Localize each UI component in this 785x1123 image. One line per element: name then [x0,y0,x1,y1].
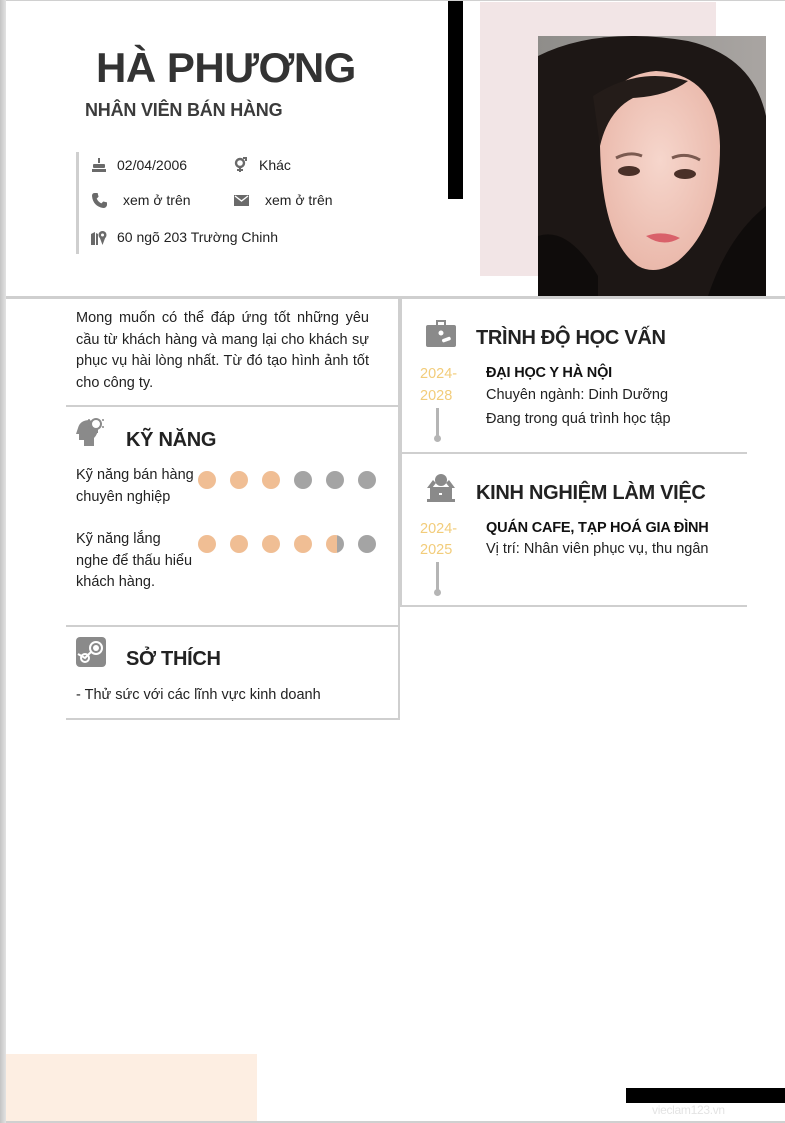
page-left-edge [0,0,6,1123]
email-value: xem ở trên [265,192,333,208]
rating-dot-filled [198,471,216,489]
rating-dot-empty [358,471,376,489]
objective-divider [66,405,399,407]
contact-info [76,152,376,254]
watermark: vieclam123.vn [652,1103,725,1117]
skill-rating [198,471,376,489]
steam-icon [76,637,106,672]
avatar [538,36,766,296]
rating-dot-filled [294,535,312,553]
contact-gender [231,156,291,174]
page-top-edge [6,0,785,1]
contact-email [231,191,333,209]
rating-dot-filled [230,471,248,489]
education-year-end: 2028 [420,388,453,404]
education-year-start: 2024- [420,366,458,382]
experience-divider [400,605,747,607]
rating-dot-empty [358,535,376,553]
timeline-line [436,562,439,592]
skills-divider [66,625,399,627]
experience-title: KINH NGHIỆM LÀM VIỆC [476,482,706,504]
contact-address [89,228,278,246]
decorative-black-bar [448,1,463,199]
birthday-cake-icon [89,156,109,174]
rating-dot-filled [198,535,216,553]
experience-year-end: 2025 [420,542,453,558]
education-major: Chuyên ngành: Dinh Dưỡng [486,387,669,403]
decorative-peach-block [6,1054,257,1121]
header-divider [6,296,785,299]
rating-dot-filled [262,471,280,489]
skill-label: Kỹ năng bán hàng chuyên nghiệp [76,467,194,505]
candidate-name: HÀ PHƯƠNG [96,44,356,91]
rating-dot-partial [326,535,344,553]
phone-value: xem ở trên [123,192,191,208]
hobby-item: - Thử sức với các lĩnh vực kinh doanh [76,687,321,703]
map-marker-icon [89,228,109,246]
decorative-black-bar [626,1088,785,1103]
contact-phone [89,191,191,209]
timeline-line [436,408,439,438]
education-title: TRÌNH ĐỘ HỌC VẤN [476,327,666,349]
education-school: ĐẠI HỌC Y HÀ NỘI [486,365,612,381]
rating-dot-filled [230,535,248,553]
timeline-dot [434,435,441,442]
skill-label: Kỹ năng lắng nghe để thấu hiểu khách hàng. [76,531,193,590]
experience-year-start: 2024- [420,521,458,537]
address-value: 60 ngõ 203 Trường Chinh [117,229,278,245]
hobbies-title: SỞ THÍCH [126,648,221,670]
skills-title: KỸ NĂNG [126,429,217,451]
birthday-value: 02/04/2006 [117,157,188,173]
career-objective: Mong muốn có thể đáp ứng tốt những yêu cầu từ khách hàng và mang lại cho khách sự phục vụ hài lòng nhất. Từ đó tạo hình ảnh tốt cho công ty. [76,310,369,391]
rating-dot-empty [326,471,344,489]
envelope-icon [231,191,251,209]
gender-icon [231,156,251,174]
contact-birthday [89,156,187,174]
rating-dot-filled [262,535,280,553]
skill-rating [198,535,376,553]
experience-position: Vị trí: Nhân viên phục vụ, thu ngân [486,541,709,557]
education-status: Đang trong quá trình học tập [486,411,671,427]
briefcase-icon [426,319,456,352]
job-title: NHÂN VIÊN BÁN HÀNG [85,100,283,120]
timeline-dot [434,589,441,596]
person-laptop-icon [425,474,457,507]
education-divider [400,452,747,454]
gender-value: Khác [259,157,291,173]
rating-dot-empty [294,471,312,489]
experience-company: QUÁN CAFE, TẠP HOÁ GIA ĐÌNH [486,520,709,536]
hobbies-divider [66,718,400,720]
head-lightbulb-icon [76,416,106,451]
phone-icon [89,191,109,209]
